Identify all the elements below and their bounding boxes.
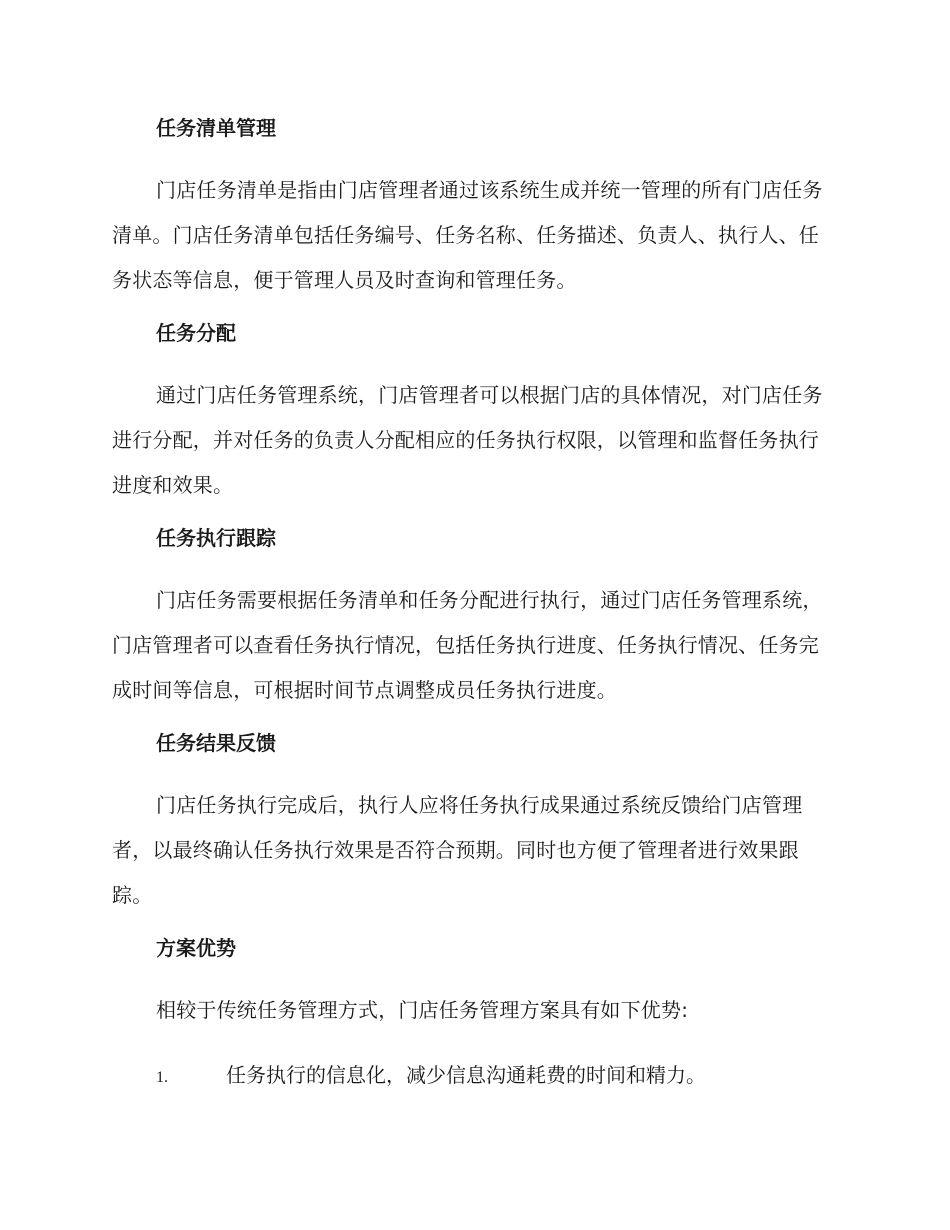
list-item-number: 1. xyxy=(156,1069,168,1086)
section-heading-task-feedback: 任务结果反馈 xyxy=(156,731,276,755)
section-heading-task-list: 任务清单管理 xyxy=(156,116,276,140)
section-body-advantages: 相较于传统任务管理方式，门店任务管理方案具有如下优势: xyxy=(156,998,689,1022)
section-heading-task-assignment: 任务分配 xyxy=(156,321,236,345)
section-body-task-assignment: 通过门店任务管理系统，门店管理者可以根据门店的具体情况，对门店任务进行分配，并对任务的负责人分配相应的任务执行权限，以管理和监督任务执行进度和效果。 xyxy=(112,383,823,497)
section-body-task-tracking: 门店任务需要根据任务清单和任务分配进行执行，通过门店任务管理系统，门店管理者可以查看任务执行情况，包括任务执行进度、任务执行情况、任务完成时间等信息，可根据时间节点调整成员任务执行进度。 xyxy=(112,588,823,702)
list-item-text: 任务执行的信息化，减少信息沟通耗费的时间和精力。 xyxy=(226,1063,706,1087)
section-heading-task-tracking: 任务执行跟踪 xyxy=(156,526,276,550)
list-item xyxy=(112,1059,838,1094)
section-heading-advantages: 方案优势 xyxy=(156,936,236,960)
section-body-task-feedback: 门店任务执行完成后，执行人应将任务执行成果通过系统反馈给门店管理者，以最终确认任务执行效果是否符合预期。同时也方便了管理者进行效果跟踪。 xyxy=(112,793,803,907)
section-body-task-list: 门店任务清单是指由门店管理者通过该系统生成并统一管理的所有门店任务清单。门店任务清单包括任务编号、任务名称、任务描述、负责人、执行人、任务状态等信息，便于管理人员及时查询和管理任务。 xyxy=(112,178,823,292)
